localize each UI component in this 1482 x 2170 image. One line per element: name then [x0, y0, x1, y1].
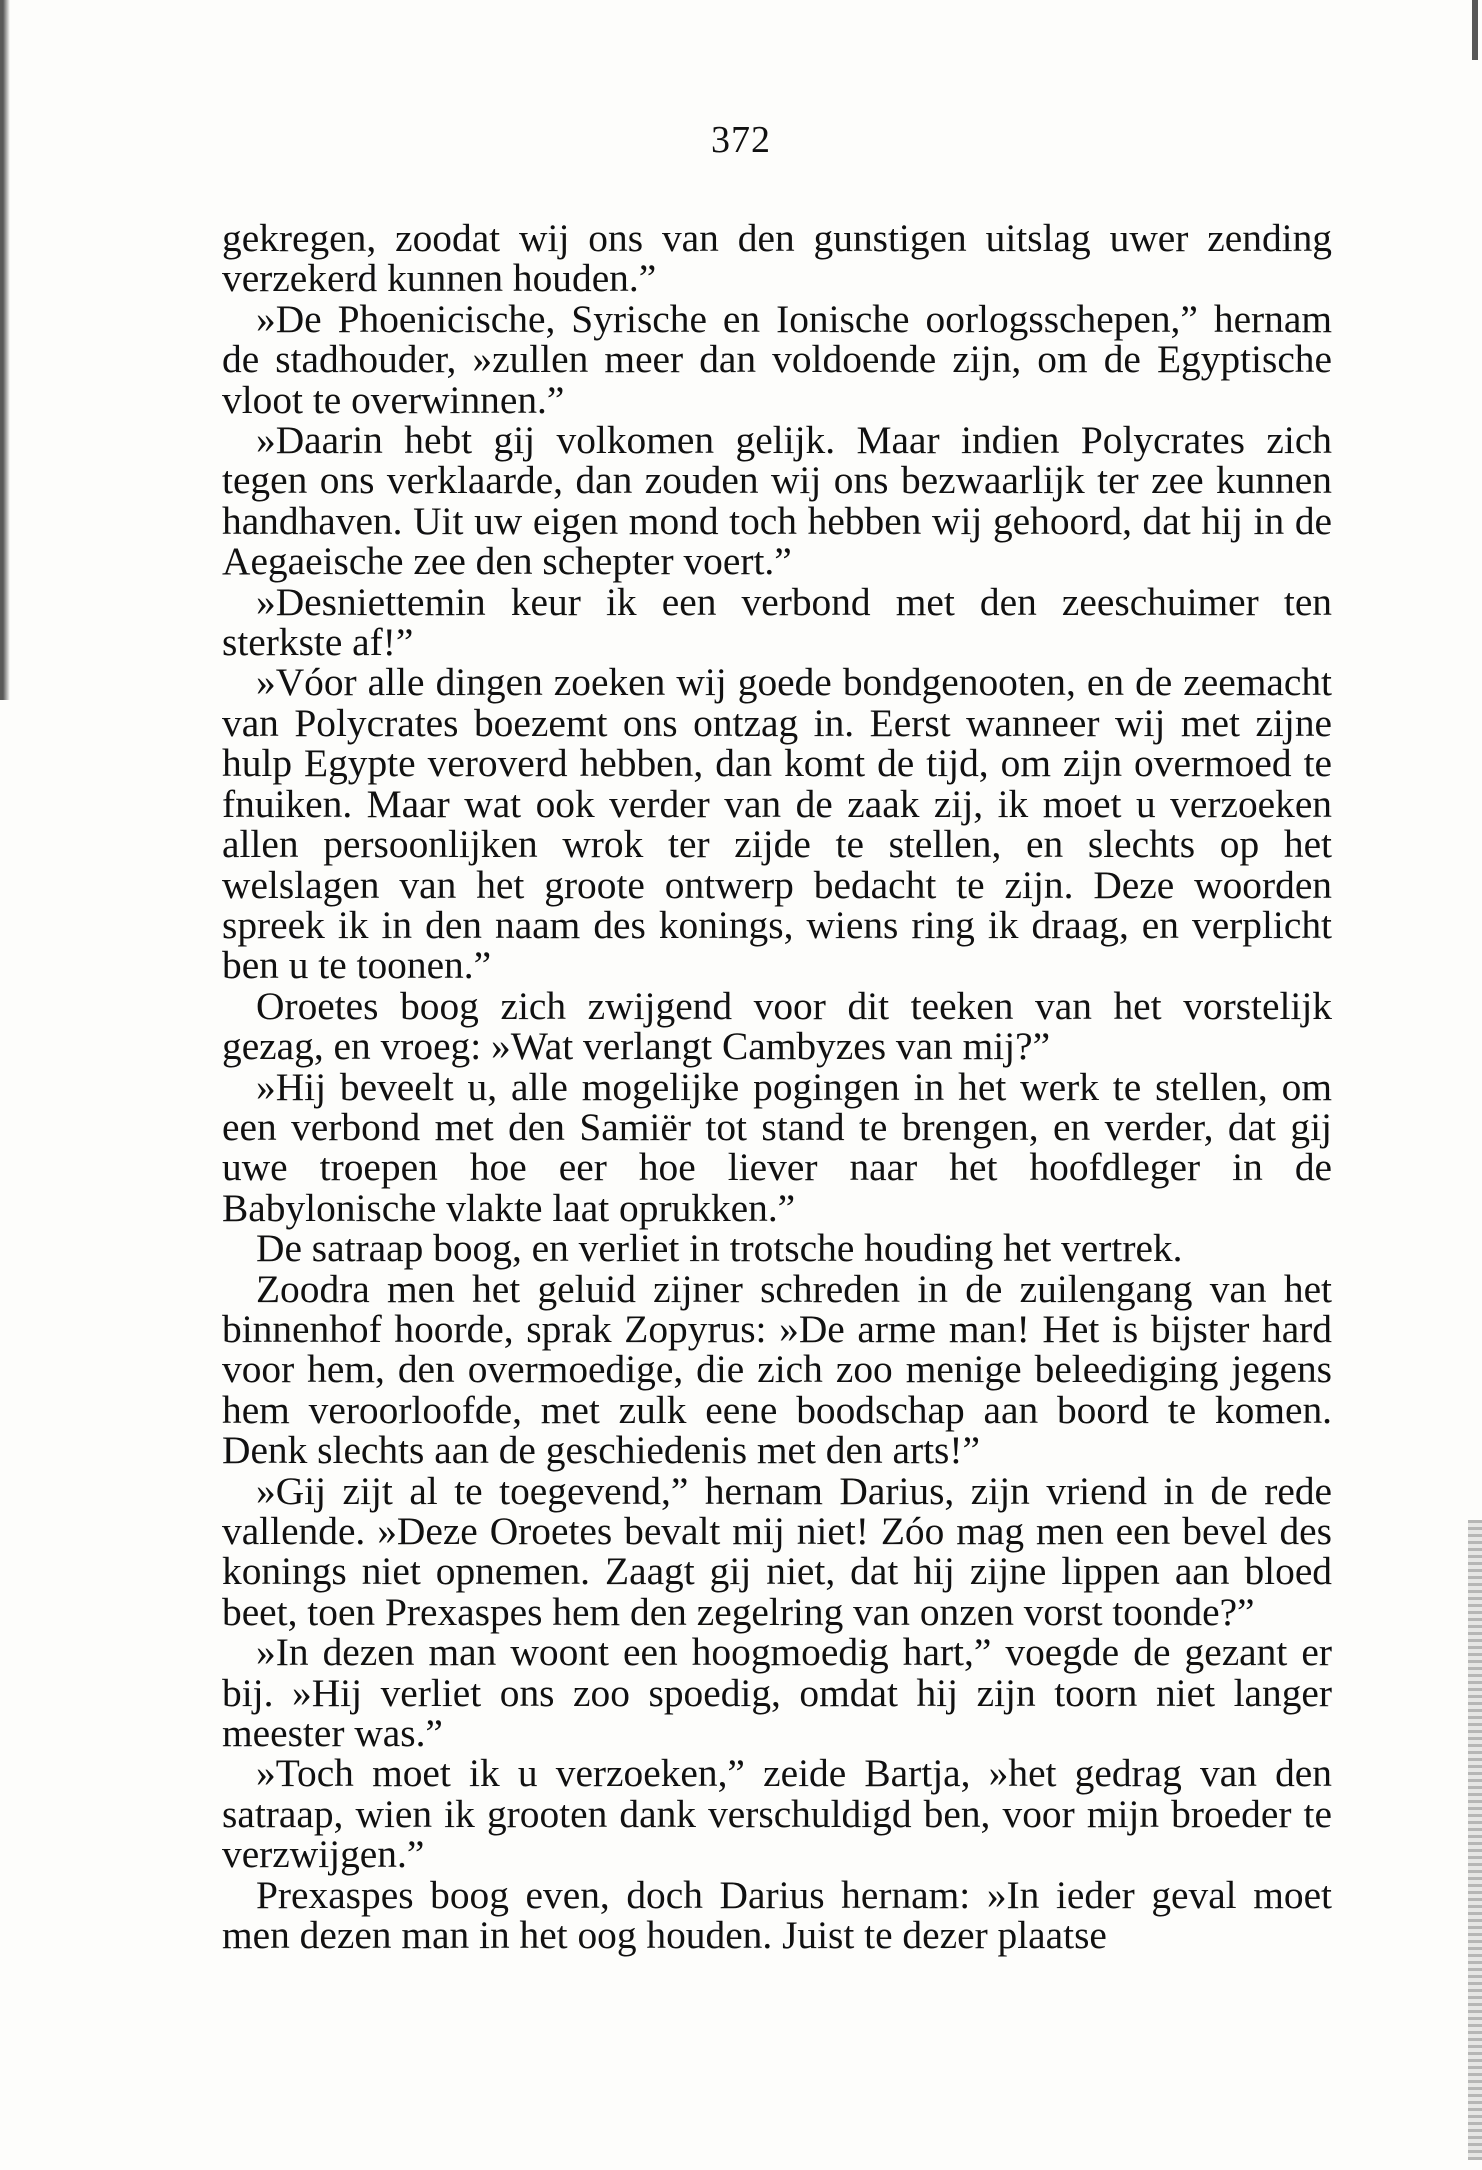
paragraph: »Gij zijt al te toegevend,” hernam Darius, zijn vriend in de rede vallende. »Deze Oroetes bevalt mij niet! Zóo mag men een bevel des konings niet opnemen. Zaagt gij niet, dat hij zijne lippen aan bloed beet, toen Prexaspes hem den zegelring van onzen vorst toonde?”: [222, 1468, 1332, 1634]
page-number: 372: [711, 119, 771, 161]
paragraph: »Desniettemin keur ik een verbond met den zeeschuimer ten sterkste af!”: [222, 579, 1332, 665]
paragraph: gekregen, zoodat wij ons van den gunstigen uitslag uwer zending verzekerd kunnen houden.”: [222, 216, 1332, 301]
paragraph: »Toch moet ik u verzoeken,” zeide Bartja, »het gedrag van den satraap, wien ik grooten dank verschuldigd ben, voor mijn broeder te verzwijgen.”: [222, 1751, 1332, 1877]
body-text: [222, 216, 1332, 1958]
scan-edge-shadow-right: [1468, 1520, 1482, 2160]
paragraph: »Hij beveelt u, alle mogelijke pogingen in het werk te stellen, om een verbond met den Samiër tot stand te brengen, en verder, dat gij uwe troepen hoe eer hoe liever naar het hoofdleger in de Babylonische vlakte laat oprukken.”: [222, 1064, 1332, 1230]
paragraph: Zoodra men het geluid zijner schreden in de zuilengang van het binnenhof hoorde, sprak Zopyrus: »De arme man! Het is bijster hard voor hem, den overmoedige, die zich zoo menige beleediging jegens hem veroorloofde, met zulk eene boodschap aan boord te komen. Denk slechts aan de geschiedenis met den arts!”: [222, 1266, 1332, 1473]
paragraph: »De Phoenicische, Syrische en Ionische oorlogsschepen,” hernam de stadhouder, »zullen meer dan voldoende zijn, om de Egyptische vloot te overwinnen.”: [222, 296, 1332, 422]
paragraph: »In dezen man woont een hoogmoedig hart,” voegde de gezant er bij. »Hij verliet ons zoo spoedig, omdat hij zijn toorn niet langer meester was.”: [222, 1630, 1332, 1756]
scan-edge-mark-top-right: [1472, 0, 1478, 60]
paragraph: »Daarin hebt gij volkomen gelijk. Maar indien Polycrates zich tegen ons verklaarde, dan zouden wij ons bezwaarlijk ter zee kunnen handhaven. Uit uw eigen mond toch hebben wij gehoord, dat hij in de Aegaeische zee den schepter voert.”: [222, 418, 1332, 584]
paragraph: »Vóor alle dingen zoeken wij goede bondgenooten, en de zeemacht van Polycrates boezemt ons ontzag in. Eerst wanneer wij met zijne hulp Egypte veroverd hebben, dan komt de tijd, om zijn overmoed te fnuiken. Maar wat ook verder van de zaak zij, ik moet u verzoeken allen persoonlijken wrok ter zijde te stellen, en slechts op het welslagen van het groote ontwerp bedacht te zijn. Deze woorden spreek ik in den naam des konings, wiens ring ik draag, en verplicht ben u te toonen.”: [222, 660, 1332, 988]
paragraph: De satraap boog, en verliet in trotsche houding het vertrek.: [256, 1226, 1183, 1271]
scan-edge-shadow-left: [0, 0, 10, 700]
paragraph: Oroetes boog zich zwijgend voor dit teeken van het vorstelijk gezag, en vroeg: »Wat verlangt Cambyzes van mij?”: [222, 983, 1332, 1069]
paragraph: Prexaspes boog even, doch Darius hernam: »In ieder geval moet men dezen man in het oog houden. Juist te dezer plaatse: [222, 1872, 1332, 1958]
